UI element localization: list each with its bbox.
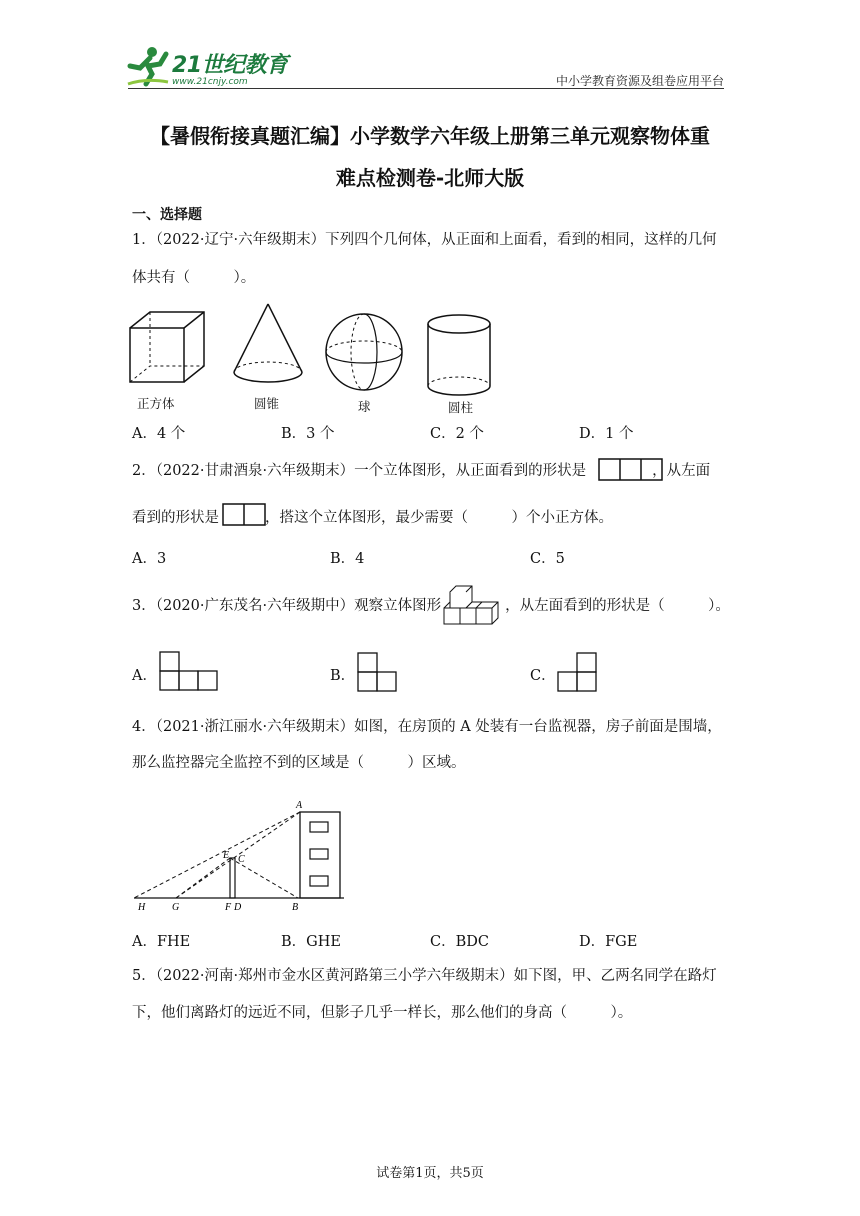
platform-name: 中小学教育资源及组卷应用平台 bbox=[555, 74, 724, 88]
cone-figure bbox=[230, 302, 306, 388]
q5-line1: 5．（2022·河南·郑州市金水区黄河路第三小学六年级期末）如下图，甲、乙两名同学在路灯 bbox=[132, 968, 717, 984]
q2-option-c[interactable]: C．5 bbox=[530, 551, 565, 567]
label-a: A bbox=[296, 800, 303, 811]
label-b: B bbox=[292, 902, 299, 913]
page-footer: 试卷第1页，共5页 bbox=[376, 1166, 484, 1181]
label-e: E bbox=[223, 850, 230, 861]
q3-option-a-figure bbox=[158, 650, 220, 692]
cube-figure bbox=[128, 310, 208, 386]
header-divider bbox=[128, 88, 724, 89]
label-c: C bbox=[238, 854, 245, 865]
q4-line1: 4．（2021·浙江丽水·六年级期末）如图，在房顶的 A 处装有一台监视器，房子前面是围墙， bbox=[132, 719, 722, 735]
label-d: D bbox=[234, 902, 242, 913]
q2-front-view-figure bbox=[598, 458, 664, 482]
q4-line2: 那么监控器完全监控不到的区域是（ ）区域。 bbox=[132, 755, 466, 771]
runner-logo-icon bbox=[126, 44, 170, 88]
label-g: G bbox=[172, 902, 180, 913]
q2-line2-start: 看到的形状是 bbox=[132, 510, 219, 526]
label-f: F bbox=[225, 902, 232, 913]
q2-line1-start: 2．（2022·甘肃酒泉·六年级期末）一个立体图形，从正面看到的形状是 bbox=[132, 463, 587, 479]
q3-option-c-figure bbox=[556, 651, 598, 693]
logo-text: 21世纪教育 bbox=[172, 53, 288, 78]
q1-option-c[interactable]: C．2 个 bbox=[430, 426, 484, 442]
sphere-label: 球 bbox=[358, 399, 371, 414]
q1-option-b[interactable]: B．3 个 bbox=[281, 426, 335, 442]
q1-option-d[interactable]: D．1 个 bbox=[579, 426, 634, 442]
q3-option-a[interactable]: A． bbox=[132, 668, 157, 684]
q3-solid-figure bbox=[442, 582, 504, 628]
logo bbox=[126, 44, 296, 90]
q3-option-b-figure bbox=[356, 651, 398, 693]
q2-option-b[interactable]: B．4 bbox=[330, 551, 365, 567]
q2-line2-end: ，搭这个立体图形，最少需要（ ）个小正方体。 bbox=[265, 510, 613, 526]
q3-option-b[interactable]: B． bbox=[330, 668, 356, 684]
q1-line2: 体共有（ ）。 bbox=[132, 270, 256, 286]
cube-label: 正方体 bbox=[137, 396, 175, 411]
q1-option-a[interactable]: A．4 个 bbox=[132, 426, 186, 442]
q3-line1-end: ，从左面看到的形状是（ ）。 bbox=[505, 598, 730, 614]
q2-line2 bbox=[132, 508, 613, 528]
section-heading: 一、选择题 bbox=[132, 207, 202, 223]
q3-line1-start: 3．（2020·广东茂名·六年级期中）观察立体图形 bbox=[132, 598, 442, 614]
q3-option-c[interactable]: C． bbox=[530, 668, 556, 684]
q4-option-d[interactable]: D．FGE bbox=[579, 934, 638, 950]
q1-line1: 1．（2022·辽宁·六年级期末）下列四个几何体，从正面和上面看，看到的相同，这样的几何 bbox=[132, 232, 717, 248]
q4-option-b[interactable]: B．GHE bbox=[281, 934, 341, 950]
q2-option-a[interactable]: A．3 bbox=[132, 551, 167, 567]
sphere-figure bbox=[324, 312, 404, 392]
page-title-line1: 【暑假衔接真题汇编】小学数学六年级上册第三单元观察物体重 bbox=[150, 124, 710, 148]
cone-label: 圆锥 bbox=[254, 396, 280, 411]
q2-line1-end: ，从左面 bbox=[652, 463, 711, 479]
q2-left-view-figure bbox=[222, 503, 268, 527]
page-title-line2: 难点检测卷-北师大版 bbox=[335, 166, 525, 190]
label-h: H bbox=[138, 902, 146, 913]
cylinder-label: 圆柱 bbox=[448, 400, 474, 415]
cylinder-figure bbox=[426, 314, 492, 400]
q4-option-a[interactable]: A．FHE bbox=[132, 934, 191, 950]
q4-surveillance-diagram bbox=[132, 798, 362, 918]
q4-option-c[interactable]: C．BDC bbox=[430, 934, 489, 950]
q5-line2: 下，他们离路灯的远近不同，但影子几乎一样长，那么他们的身高（ ）。 bbox=[132, 1005, 633, 1021]
logo-url: www.21cnjy.com bbox=[172, 77, 248, 87]
q3-line1 bbox=[132, 596, 730, 616]
